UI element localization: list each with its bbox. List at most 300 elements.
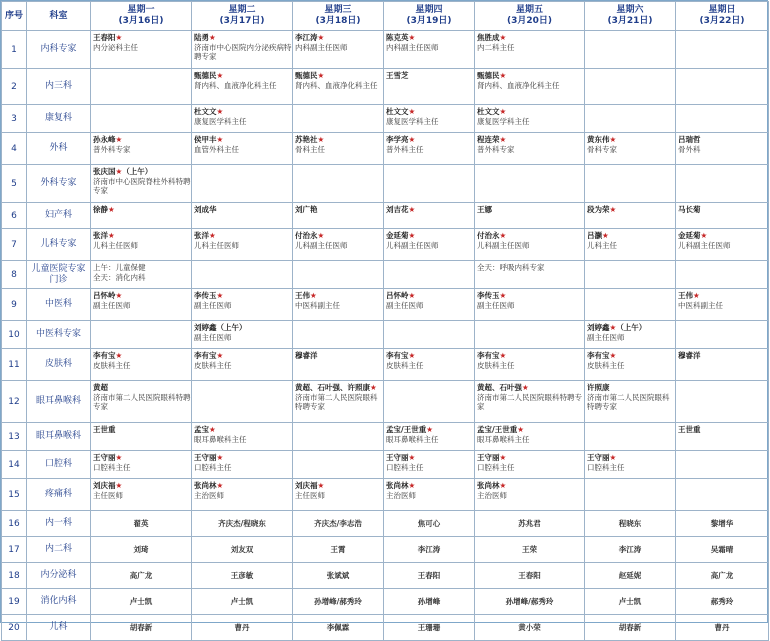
doctor-name-line: [386, 107, 474, 117]
doctor-name-line: [194, 291, 292, 301]
row-number: 18: [2, 563, 27, 589]
expert-star-icon: ★: [216, 481, 224, 490]
schedule-cell: [293, 105, 384, 133]
cell-note: 上午：儿童保健: [93, 263, 146, 272]
schedule-cell: [293, 479, 384, 511]
row-number: 4: [2, 133, 27, 165]
doctor-name: 张尚林: [386, 481, 409, 490]
doctor-name: 刘吉花: [386, 205, 409, 214]
expert-star-icon: ★: [693, 291, 700, 300]
schedule-cell: [676, 321, 769, 349]
doctor-title: 肾内科、血液净化科主任: [477, 80, 560, 90]
expert-star-icon: ★: [609, 323, 617, 332]
header-day-wed: [293, 2, 384, 31]
schedule-cell: [293, 349, 384, 381]
doctor-name-line: [678, 205, 768, 215]
doctor-title: 儿科副主任医师: [678, 240, 731, 250]
duty-doctor-cell: 王荣: [475, 537, 585, 563]
doctor-name-line: [587, 453, 675, 463]
doctor-name: 刘婷鑫: [194, 323, 217, 332]
schedule-cell: [384, 229, 475, 261]
day-name: 星期日: [708, 5, 736, 15]
schedule-cell: [384, 105, 475, 133]
schedule-cell: [293, 203, 384, 229]
doctor-name-line: [194, 453, 292, 463]
expert-star-icon: ★: [317, 33, 325, 42]
schedule-cell: [293, 133, 384, 165]
schedule-cell: [91, 69, 192, 105]
doctor-name: 刘庆福: [93, 481, 116, 490]
doctor-title: 副主任医师: [194, 332, 232, 342]
doctor-name-line: [93, 33, 191, 43]
doctor-name: 穆睿洋: [295, 351, 318, 360]
schedule-cell: [475, 451, 585, 479]
schedule-cell: [676, 451, 769, 479]
schedule-cell: [192, 261, 293, 289]
doctor-name: 吕瑞哲: [678, 135, 701, 144]
expert-star-icon: ★: [499, 481, 507, 490]
schedule-cell: [475, 203, 585, 229]
expert-star-icon: ★: [499, 107, 507, 116]
doctor-name-line: [678, 425, 768, 435]
doctor-name: 王娜: [477, 205, 492, 214]
department-name: 消化内科: [27, 589, 91, 615]
doctor-name: 徐静: [93, 205, 108, 214]
doctor-title: 副主任医师: [93, 300, 131, 310]
schedule-cell: [676, 31, 769, 69]
schedule-cell: [475, 133, 585, 165]
doctor-title: 口腔科主任: [587, 462, 625, 472]
schedule-body: [2, 31, 769, 641]
expert-star-icon: ★: [209, 33, 216, 42]
doctor-name: 王世重: [93, 425, 116, 434]
doctor-name: 王雪芝: [386, 71, 409, 80]
schedule-cell: [293, 289, 384, 321]
doctor-name-line: [678, 135, 768, 145]
schedule-cell: [91, 31, 192, 69]
expert-star-icon: ★: [216, 291, 224, 300]
doctor-title: 皮肤科主任: [93, 360, 131, 370]
expert-star-icon: ★: [209, 231, 216, 240]
doctor-title: 济南市第二人民医院眼科特聘专家: [93, 392, 191, 411]
schedule-cell: [676, 261, 769, 289]
doctor-title: 内科副主任医师: [295, 42, 348, 52]
doctor-name: 李传玉: [194, 291, 217, 300]
expert-star-icon: ★: [499, 231, 507, 240]
doctor-name-line: [386, 71, 474, 81]
schedule-cell: [585, 203, 676, 229]
department-name: 口腔科: [27, 451, 91, 479]
schedule-cell: [91, 381, 192, 423]
doctor-name: 王伟: [295, 291, 310, 300]
schedule-cell: [676, 203, 769, 229]
schedule-cell: [585, 165, 676, 203]
duty-doctor-cell: 胡春新: [91, 615, 192, 641]
schedule-cell: [192, 69, 293, 105]
day-name: 星期五: [515, 5, 543, 15]
doctor-title: 康复医学科主任: [386, 116, 439, 126]
doctor-title: 主任医师: [93, 490, 123, 500]
schedule-cell: [91, 229, 192, 261]
schedule-cell: [676, 69, 769, 105]
doctor-name-line: [678, 351, 768, 361]
schedule-cell: [192, 381, 293, 423]
schedule-cell: [585, 133, 676, 165]
department-name: 儿童医院专家门诊: [27, 261, 91, 289]
doctor-name-line: [93, 291, 191, 301]
doctor-title: 济南市中心医院内分泌疾病特聘专家: [194, 42, 292, 61]
schedule-cell: [384, 451, 475, 479]
duty-doctor-cell: 高广龙: [91, 563, 192, 589]
header-dept: 科室: [27, 2, 91, 31]
doctor-name-line: [477, 231, 584, 241]
table-row: [2, 451, 769, 479]
doctor-title: 骨科专家: [587, 144, 617, 154]
schedule-cell: [192, 133, 293, 165]
schedule-cell: [91, 203, 192, 229]
expert-star-icon: ★: [499, 71, 507, 80]
duty-doctor-cell: 齐庆杰/程晓东: [192, 511, 293, 537]
schedule-cell: [475, 479, 585, 511]
doctor-name: 王守丽: [194, 453, 217, 462]
doctor-name-line: [93, 205, 191, 215]
table-row: [2, 203, 769, 229]
schedule-cell: [293, 321, 384, 349]
doctor-title: 副主任医师: [477, 300, 515, 310]
expert-star-icon: ★: [115, 167, 123, 176]
department-name: 内二科: [27, 537, 91, 563]
doctor-name: 吕怀岭: [93, 291, 116, 300]
expert-star-icon: ★: [115, 453, 123, 462]
expert-star-icon: ★: [216, 107, 224, 116]
schedule-cell: [293, 261, 384, 289]
doctor-name-line: [587, 205, 675, 215]
doctor-name-line: [587, 231, 675, 241]
row-number: 20: [2, 615, 27, 641]
doctor-name-line: [194, 33, 292, 43]
expert-star-icon: ★: [115, 33, 123, 42]
doctor-name-line: [587, 383, 675, 393]
schedule-cell: [192, 105, 293, 133]
doctor-name: 王守丽: [587, 453, 610, 462]
expert-star-icon: ★: [499, 135, 507, 144]
header-day-thu: [384, 2, 475, 31]
duty-doctor-cell: 刘友双: [192, 537, 293, 563]
table-row: [2, 165, 769, 203]
table-row: [2, 31, 769, 69]
row-number: 19: [2, 589, 27, 615]
expert-star-icon: ★: [216, 351, 224, 360]
schedule-cell: [384, 165, 475, 203]
expert-star-icon: ★: [209, 425, 216, 434]
department-name: 儿科: [27, 615, 91, 641]
duty-doctor-cell: 赵延妮: [585, 563, 676, 589]
row-number: 14: [2, 451, 27, 479]
doctor-name: 李有宝: [93, 351, 116, 360]
schedule-cell: [475, 69, 585, 105]
doctor-name: 程连荣: [477, 135, 500, 144]
doctor-name: 黄超、石叶强: [477, 383, 522, 392]
table-row: [2, 381, 769, 423]
expert-star-icon: ★: [317, 135, 325, 144]
doctor-title: 口腔科主任: [477, 462, 515, 472]
expert-star-icon: ★: [317, 481, 325, 490]
row-number: 5: [2, 165, 27, 203]
table-row: [2, 563, 769, 589]
schedule-cell: [676, 229, 769, 261]
doctor-title: 儿科副主任医师: [477, 240, 530, 250]
day-date: (3月22日): [699, 16, 745, 26]
doctor-name: 许照康: [587, 383, 610, 392]
department-name: 内科专家: [27, 31, 91, 69]
expert-star-icon: ★: [115, 135, 123, 144]
day-name: 星期三: [324, 5, 352, 15]
table-row: [2, 261, 769, 289]
department-name: 康复科: [27, 105, 91, 133]
duty-doctor-cell: 刘琦: [91, 537, 192, 563]
doctor-name: 苏艳社: [295, 135, 318, 144]
expert-star-icon: ★: [408, 107, 416, 116]
schedule-cell: [91, 165, 192, 203]
expert-star-icon: ★: [522, 383, 529, 392]
doctor-name: 李有宝: [587, 351, 610, 360]
doctor-name-line: [93, 167, 191, 177]
doctor-title: 儿科主任医师: [194, 240, 239, 250]
doctor-title: 眼耳鼻喉科主任: [194, 434, 247, 444]
expert-star-icon: ★: [216, 453, 224, 462]
doctor-title: 康复医学科主任: [477, 116, 530, 126]
schedule-cell: [384, 479, 475, 511]
expert-star-icon: ★: [408, 291, 416, 300]
expert-star-icon: ★: [609, 351, 617, 360]
doctor-name: 王伟: [678, 291, 693, 300]
schedule-cell: [192, 289, 293, 321]
doctor-name: 黄超、石叶强、许照康: [295, 383, 370, 392]
schedule-table: [1, 1, 769, 641]
schedule-cell: [676, 165, 769, 203]
doctor-name-line: [295, 351, 383, 361]
cell-note: 全天：呼吸内科专家: [477, 263, 545, 272]
schedule-cell: [475, 289, 585, 321]
doctor-title: 皮肤科主任: [194, 360, 232, 370]
schedule-cell: [192, 229, 293, 261]
doctor-name: 陆勇: [194, 33, 209, 42]
schedule-cell: [676, 289, 769, 321]
doctor-name: 王世重: [678, 425, 701, 434]
doctor-name-line: [295, 481, 383, 491]
doctor-name-line: [295, 135, 383, 145]
doctor-name-line: [477, 107, 584, 117]
expert-star-icon: ★: [310, 291, 317, 300]
table-row: [2, 537, 769, 563]
doctor-name-line: [194, 323, 292, 333]
schedule-cell: [585, 229, 676, 261]
doctor-name: 刘婷鑫: [587, 323, 610, 332]
doctor-name: 付治永: [295, 231, 318, 240]
table-row: [2, 423, 769, 451]
expert-star-icon: ★: [408, 33, 416, 42]
schedule-cell: [293, 69, 384, 105]
schedule-cell: [91, 261, 192, 289]
schedule-cell: [676, 133, 769, 165]
duty-doctor-cell: 黎增华: [676, 511, 769, 537]
doctor-name: 甄德民: [477, 71, 500, 80]
doctor-name-line: [386, 453, 474, 463]
doctor-name-line: [477, 425, 584, 435]
doctor-name: 甄德民: [295, 71, 318, 80]
expert-star-icon: ★: [609, 453, 617, 462]
header-day-mon: [91, 2, 192, 31]
doctor-title: 济南市中心医院脊柱外科特聘专家: [93, 176, 191, 195]
row-number: 9: [2, 289, 27, 321]
row-number: 1: [2, 31, 27, 69]
doctor-name: 杜文文: [386, 107, 409, 116]
schedule-cell: [475, 261, 585, 289]
doctor-title: 康复医学科主任: [194, 116, 247, 126]
schedule-cell: [91, 451, 192, 479]
duty-doctor-cell: 苏兆君: [475, 511, 585, 537]
expert-star-icon: ★: [115, 291, 123, 300]
department-name: 中医科专家: [27, 321, 91, 349]
doctor-name-line: [194, 135, 292, 145]
expert-star-icon: ★: [609, 205, 617, 214]
doctor-name-line: [295, 205, 383, 215]
doctor-title: 济南市第二人民医院眼科特聘专家: [477, 392, 582, 411]
department-name: 内分泌科: [27, 563, 91, 589]
doctor-title: 骨科主任: [295, 144, 325, 154]
schedule-cell: [585, 289, 676, 321]
schedule-cell: [475, 423, 585, 451]
schedule-cell: [384, 261, 475, 289]
doctor-name-line: [295, 383, 383, 393]
doctor-name-line: [477, 453, 584, 463]
expert-star-icon: ★: [408, 453, 416, 462]
doctor-name-line: [386, 231, 474, 241]
doctor-name: 张洋: [194, 231, 209, 240]
doctor-name: 张庆国: [93, 167, 116, 176]
expert-star-icon: ★: [317, 71, 325, 80]
schedule-cell: [293, 423, 384, 451]
duty-doctor-cell: 卢士凯: [192, 589, 293, 615]
schedule-cell: [585, 423, 676, 451]
doctor-title: 内二科主任: [477, 42, 515, 52]
department-name: 中医科: [27, 289, 91, 321]
expert-star-icon: ★: [216, 135, 224, 144]
doctor-title: 内科副主任医师: [386, 42, 439, 52]
expert-star-icon: ★: [426, 425, 433, 434]
doctor-name: 张尚林: [477, 481, 500, 490]
expert-star-icon: ★: [317, 231, 325, 240]
doctor-title: 副主任医师: [587, 332, 625, 342]
department-name: 眼耳鼻喉科: [27, 381, 91, 423]
duty-doctor-cell: 翟英: [91, 511, 192, 537]
doctor-name: 甄德民: [194, 71, 217, 80]
schedule-cell: [384, 69, 475, 105]
row-number: 17: [2, 537, 27, 563]
table-row: [2, 229, 769, 261]
doctor-name-line: [194, 231, 292, 241]
doctor-name: 李有宝: [386, 351, 409, 360]
doctor-title: 中医科副主任: [295, 300, 340, 310]
row-number: 8: [2, 261, 27, 289]
doctor-name: 李传玉: [477, 291, 500, 300]
doctor-name-line: [477, 291, 584, 301]
doctor-name-line: [477, 33, 584, 43]
doctor-name-line: [477, 351, 584, 361]
doctor-name: 王春阳: [93, 33, 116, 42]
doctor-name-line: [386, 205, 474, 215]
doctor-title: 眼耳鼻喉科主任: [386, 434, 439, 444]
duty-doctor-cell: 李佩霖: [293, 615, 384, 641]
doctor-name-line: [587, 135, 675, 145]
doctor-name-line: [295, 291, 383, 301]
duty-doctor-cell: 吴霜晴: [676, 537, 769, 563]
doctor-name: 杜文文: [194, 107, 217, 116]
doctor-name-line: [93, 425, 191, 435]
schedule-cell: [384, 289, 475, 321]
department-name: 内一科: [27, 511, 91, 537]
schedule-cell: [293, 229, 384, 261]
doctor-name: 张洋: [93, 231, 108, 240]
doctor-name-line: [678, 231, 768, 241]
schedule-cell: [91, 289, 192, 321]
header-day-fri: [475, 2, 585, 31]
doctor-name-line: [587, 323, 675, 333]
table-row: [2, 105, 769, 133]
schedule-cell: [384, 203, 475, 229]
expert-star-icon: ★: [499, 351, 507, 360]
expert-star-icon: ★: [609, 135, 617, 144]
duty-doctor-cell: 郝秀玲: [676, 589, 769, 615]
doctor-name-line: [93, 383, 191, 393]
doctor-title: 口腔科主任: [93, 462, 131, 472]
schedule-cell: [192, 203, 293, 229]
schedule-cell: [475, 165, 585, 203]
department-name: 儿科专家: [27, 229, 91, 261]
doctor-name-line: [295, 33, 383, 43]
doctor-name: 刘庆福: [295, 481, 318, 490]
row-number: 12: [2, 381, 27, 423]
doctor-title: 口腔科主任: [194, 462, 232, 472]
expert-star-icon: ★: [408, 205, 416, 214]
doctor-name-line: [386, 135, 474, 145]
schedule-cell: [293, 451, 384, 479]
duty-doctor-cell: 李江涛: [585, 537, 676, 563]
header-day-sat: [585, 2, 676, 31]
doctor-title: 副主任医师: [194, 300, 232, 310]
doctor-name: 黄东伟: [587, 135, 610, 144]
schedule-cell: [585, 479, 676, 511]
duty-doctor-cell: 王彦敏: [192, 563, 293, 589]
schedule-cell: [475, 381, 585, 423]
department-name: 外科: [27, 133, 91, 165]
expert-star-icon: ★: [408, 135, 416, 144]
doctor-name: 刘成华: [194, 205, 217, 214]
schedule-cell: [192, 479, 293, 511]
expert-star-icon: ★: [408, 481, 416, 490]
doctor-name-line: [93, 231, 191, 241]
doctor-name-line: [295, 231, 383, 241]
row-number: 7: [2, 229, 27, 261]
duty-doctor-cell: 孙增峰/郝秀玲: [293, 589, 384, 615]
expert-star-icon: ★: [499, 291, 507, 300]
day-date: (3月19日): [406, 16, 452, 26]
schedule-cell: [384, 381, 475, 423]
table-row: [2, 349, 769, 381]
doctor-name-line: [194, 71, 292, 81]
doctor-name-line: [477, 135, 584, 145]
doctor-name: 侯甲丰: [194, 135, 217, 144]
